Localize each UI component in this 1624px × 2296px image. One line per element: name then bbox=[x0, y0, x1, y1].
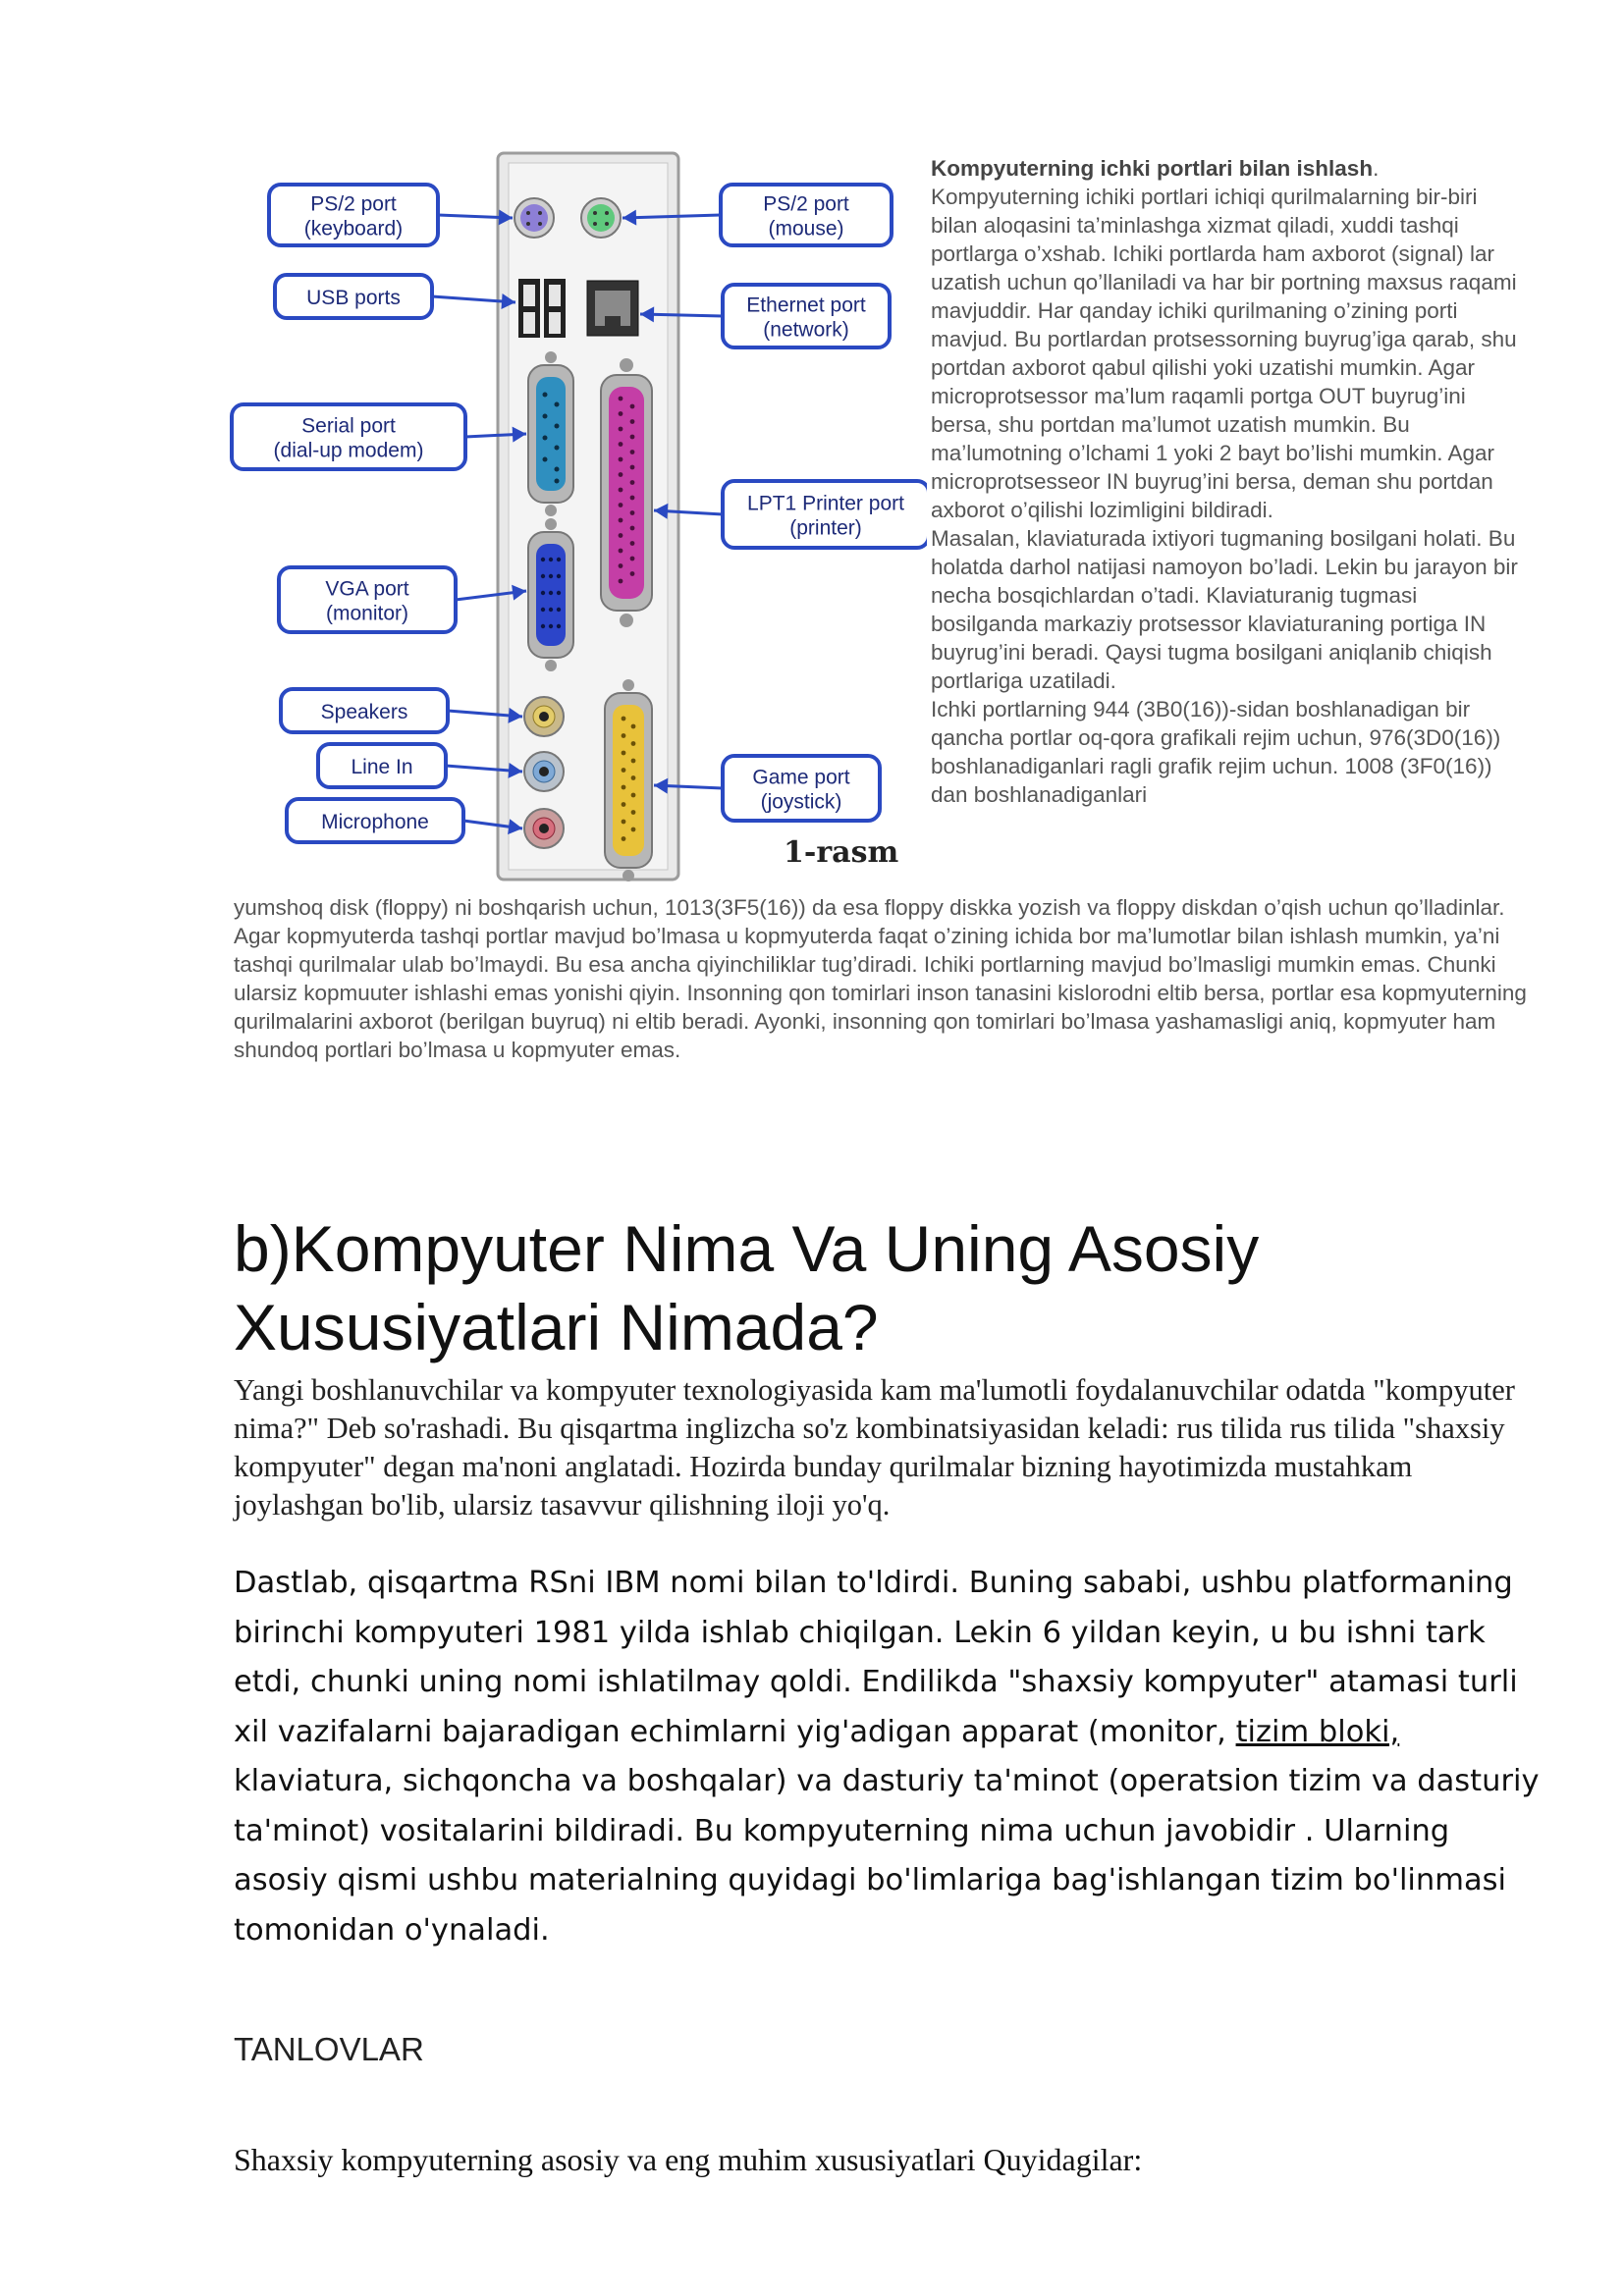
figure-caption: 1-rasm bbox=[784, 835, 899, 870]
label-lpt1 bbox=[654, 481, 927, 548]
serial-port-icon bbox=[528, 351, 573, 516]
ps2-mouse-port-icon bbox=[581, 198, 621, 238]
svg-text:PS/2 port: PS/2 port bbox=[763, 192, 849, 216]
wrap-text bbox=[234, 893, 1540, 1064]
side-text bbox=[931, 154, 1530, 809]
svg-text:Game port: Game port bbox=[752, 766, 850, 789]
tanlovlar-label: TANLOVLAR bbox=[234, 2031, 424, 2067]
svg-text:LPT1 Printer port: LPT1 Printer port bbox=[747, 492, 904, 515]
tizim-bloki-link[interactable]: tizim bloki, bbox=[1235, 1714, 1400, 1749]
ps2-keyboard-port-icon bbox=[514, 198, 554, 238]
ports-figure bbox=[228, 147, 927, 883]
history-paragraph bbox=[234, 1559, 1540, 1955]
side-paragraph-1-body: . Kompyuterning ichiki portlari ichiqi qurilmalarning bir-biri bilan aloqasini ta’minlashga xizmat qiladi, xuddi tashqi portlarga o’xshab. Ichiki portlarda ham axborot (signal) lar uzatish uchun qo’llaniladi va har bir portning maxsus raqami mavjuddir. Har qanday ichiki qurilmaning o’zining porti mavjud. Bu portlardan protsessorning buyrug’iga qarab, shu portdan axborot qabul qilishi yoki uzatishi mumkin. Agar microprotsessor ma’lum raqamli portga OUT buyrug’ini bersa, shu portdan ma’lumot uzatish mumkin. Bu ma’lumotning o’lchami 1 yoki 2 bayt bo’lishi mumkin. Agar microprotsesseor IN buyrug’ini bersa, deman shu portdan axborot o’qilishi lozimligini bildiradi. bbox=[931, 156, 1517, 522]
vga-port-icon bbox=[528, 518, 573, 671]
svg-text:Speakers: Speakers bbox=[320, 701, 408, 723]
svg-text:(mouse): (mouse) bbox=[768, 217, 844, 240]
svg-text:Ethernet port: Ethernet port bbox=[746, 294, 866, 317]
svg-text:VGA port: VGA port bbox=[325, 577, 409, 601]
svg-text:(dial-up modem): (dial-up modem) bbox=[273, 439, 424, 462]
heading-line-2: Xususiyatlari Nimada? bbox=[234, 1291, 879, 1363]
label-vga bbox=[279, 567, 526, 632]
features-intro-line: Shaxsiy kompyuterning asosiy va eng muhim xususiyatlari Quyidagilar: bbox=[234, 2142, 1143, 2177]
label-line-in bbox=[318, 744, 522, 787]
svg-text:(joystick): (joystick) bbox=[760, 790, 842, 814]
side-paragraph-1 bbox=[931, 154, 1530, 524]
svg-text:Serial port: Serial port bbox=[301, 414, 396, 438]
label-speakers bbox=[281, 689, 522, 732]
svg-text:Line In: Line In bbox=[351, 756, 413, 778]
game-port-icon bbox=[605, 679, 652, 881]
label-game bbox=[654, 756, 880, 821]
paragraph-4: Agar kopmyuterda tashqi portlar mavjud bo’lmasa u kopmyuterda faqat o’zining ichida bor ma’lumotlar bilan ishlash mumkin, ya’ni tashqi qurilmalar ulab bo’lmaydi. Bu esa ancha qiyinchiliklar tug’diradi. Ichiki portlarning mavjud bo’lmasligi mumkin emas. Chunki ularsiz kopmuuter ishlashi emas yonishi qiyin. Insonning qon tomirlari inson tanasini kislorodni eltib bersa, portlar esa kopmyuterning qurilmalarini axborot (berilgan buyruq) ni eltib beradi. Ayonki, insonning qon tomirlari bo’lmasa yashamasligi aniq, kopmyuter ham shundoq portlari bo’lmasa u kopmyuter emas. bbox=[234, 924, 1527, 1062]
svg-text:(network): (network) bbox=[763, 318, 849, 342]
side-paragraph-2: Masalan, klaviaturada ixtiyori tugmaning bosilgani holati. Bu holatda darhol natijasi namoyon bo’ladi. Lekin bu jarayon bir necha bosqichlardan o’tadi. Klaviaturanig tugmasi bosilganda markaziy protsessor klaviaturaning portiga IN buyrug’ini beradi. Qaysi tugma bosilgani aniqlanib chiqish portlariga uzatiladi. bbox=[931, 526, 1518, 693]
lpt1-printer-port-icon bbox=[601, 358, 652, 627]
svg-text:(monitor): (monitor) bbox=[325, 602, 409, 625]
label-serial bbox=[232, 404, 526, 469]
intro-paragraph: Yangi boshlanuvchilar va kompyuter texnologiyasida kam ma'lumotli foydalanuvchilar odatda "kompyuter nima?" Deb so'rashadi. Bu qisqartma inglizcha so'z kombinatsiyasidan keladi: rus tilida rus tilida "shaxsiy kompyuter" degan ma'noni anglatadi. Hozirda bunday qurilmalar bizning hayotimizda mustahkam joylashgan bo'lib, ularsiz tasavvur qilishning iloji yo'q. bbox=[234, 1373, 1515, 1522]
svg-text:USB ports: USB ports bbox=[306, 287, 401, 309]
svg-text:(printer): (printer) bbox=[789, 516, 862, 540]
ethernet-port-icon bbox=[587, 281, 638, 336]
section-lead: Kompyuterning ichki portlari bilan ishlash bbox=[931, 156, 1374, 181]
label-ps2-keyboard bbox=[269, 185, 513, 245]
svg-text:Microphone: Microphone bbox=[321, 811, 429, 833]
section-heading bbox=[234, 1209, 1540, 1366]
speakers-jack-icon bbox=[524, 697, 564, 736]
side-paragraph-3: Ichki portlarning 944 (3B0(16))-sidan boshlanadigan bir qancha portlar oq-qora grafikali rejim uchun, 976(3D0(16)) boshlanadiganlari ragli grafik rejim uchun. 1008 (3F0(16)) dan boshlanadiganlari bbox=[931, 697, 1501, 807]
paragraph-3-continuation: yumshoq disk (floppy) ni boshqarish uchun, 1013(3F5(16)) da esa floppy diskka yozish va floppy diskdan o’qish uchun qo’lladinlar. bbox=[234, 895, 1505, 920]
line-in-jack-icon bbox=[524, 752, 564, 791]
heading-line-1: b)Kompyuter Nima Va Uning Asosiy bbox=[234, 1212, 1260, 1285]
label-microphone bbox=[287, 799, 522, 842]
history-text-1: Dastlab, qisqartma RSni IBM nomi bilan to'ldirdi. Buning sababi, ushbu platformaning birinchi kompyuteri 1981 yilda ishlab chiqilgan. Lekin 6 yildan keyin, u bu ishni tark etdi, chunki uning nomi ishlatilmay qoldi. Endilikda "shaxsiy kompyuter" atamasi turli xil vazifalarni bajaradigan echimlarni yig'adigan apparat (monitor, bbox=[234, 1566, 1518, 1749]
microphone-jack-icon bbox=[524, 809, 564, 848]
svg-text:PS/2 port: PS/2 port bbox=[310, 192, 397, 216]
label-usb bbox=[275, 275, 515, 318]
history-text-2: klaviatura, sichqoncha va boshqalar) va dasturiy ta'minot (operatsion tizim va dasturiy ta'minot) vositalarini bildiradi. Bu kompyuterning nima uchun javobidir . Ularning asosiy qismi ushbu materialning quyidagi bo'limlariga bag'ishlangan tizim bo'linmasi tomonidan o'ynaladi. bbox=[234, 1764, 1540, 1948]
svg-text:(keyboard): (keyboard) bbox=[303, 217, 404, 240]
